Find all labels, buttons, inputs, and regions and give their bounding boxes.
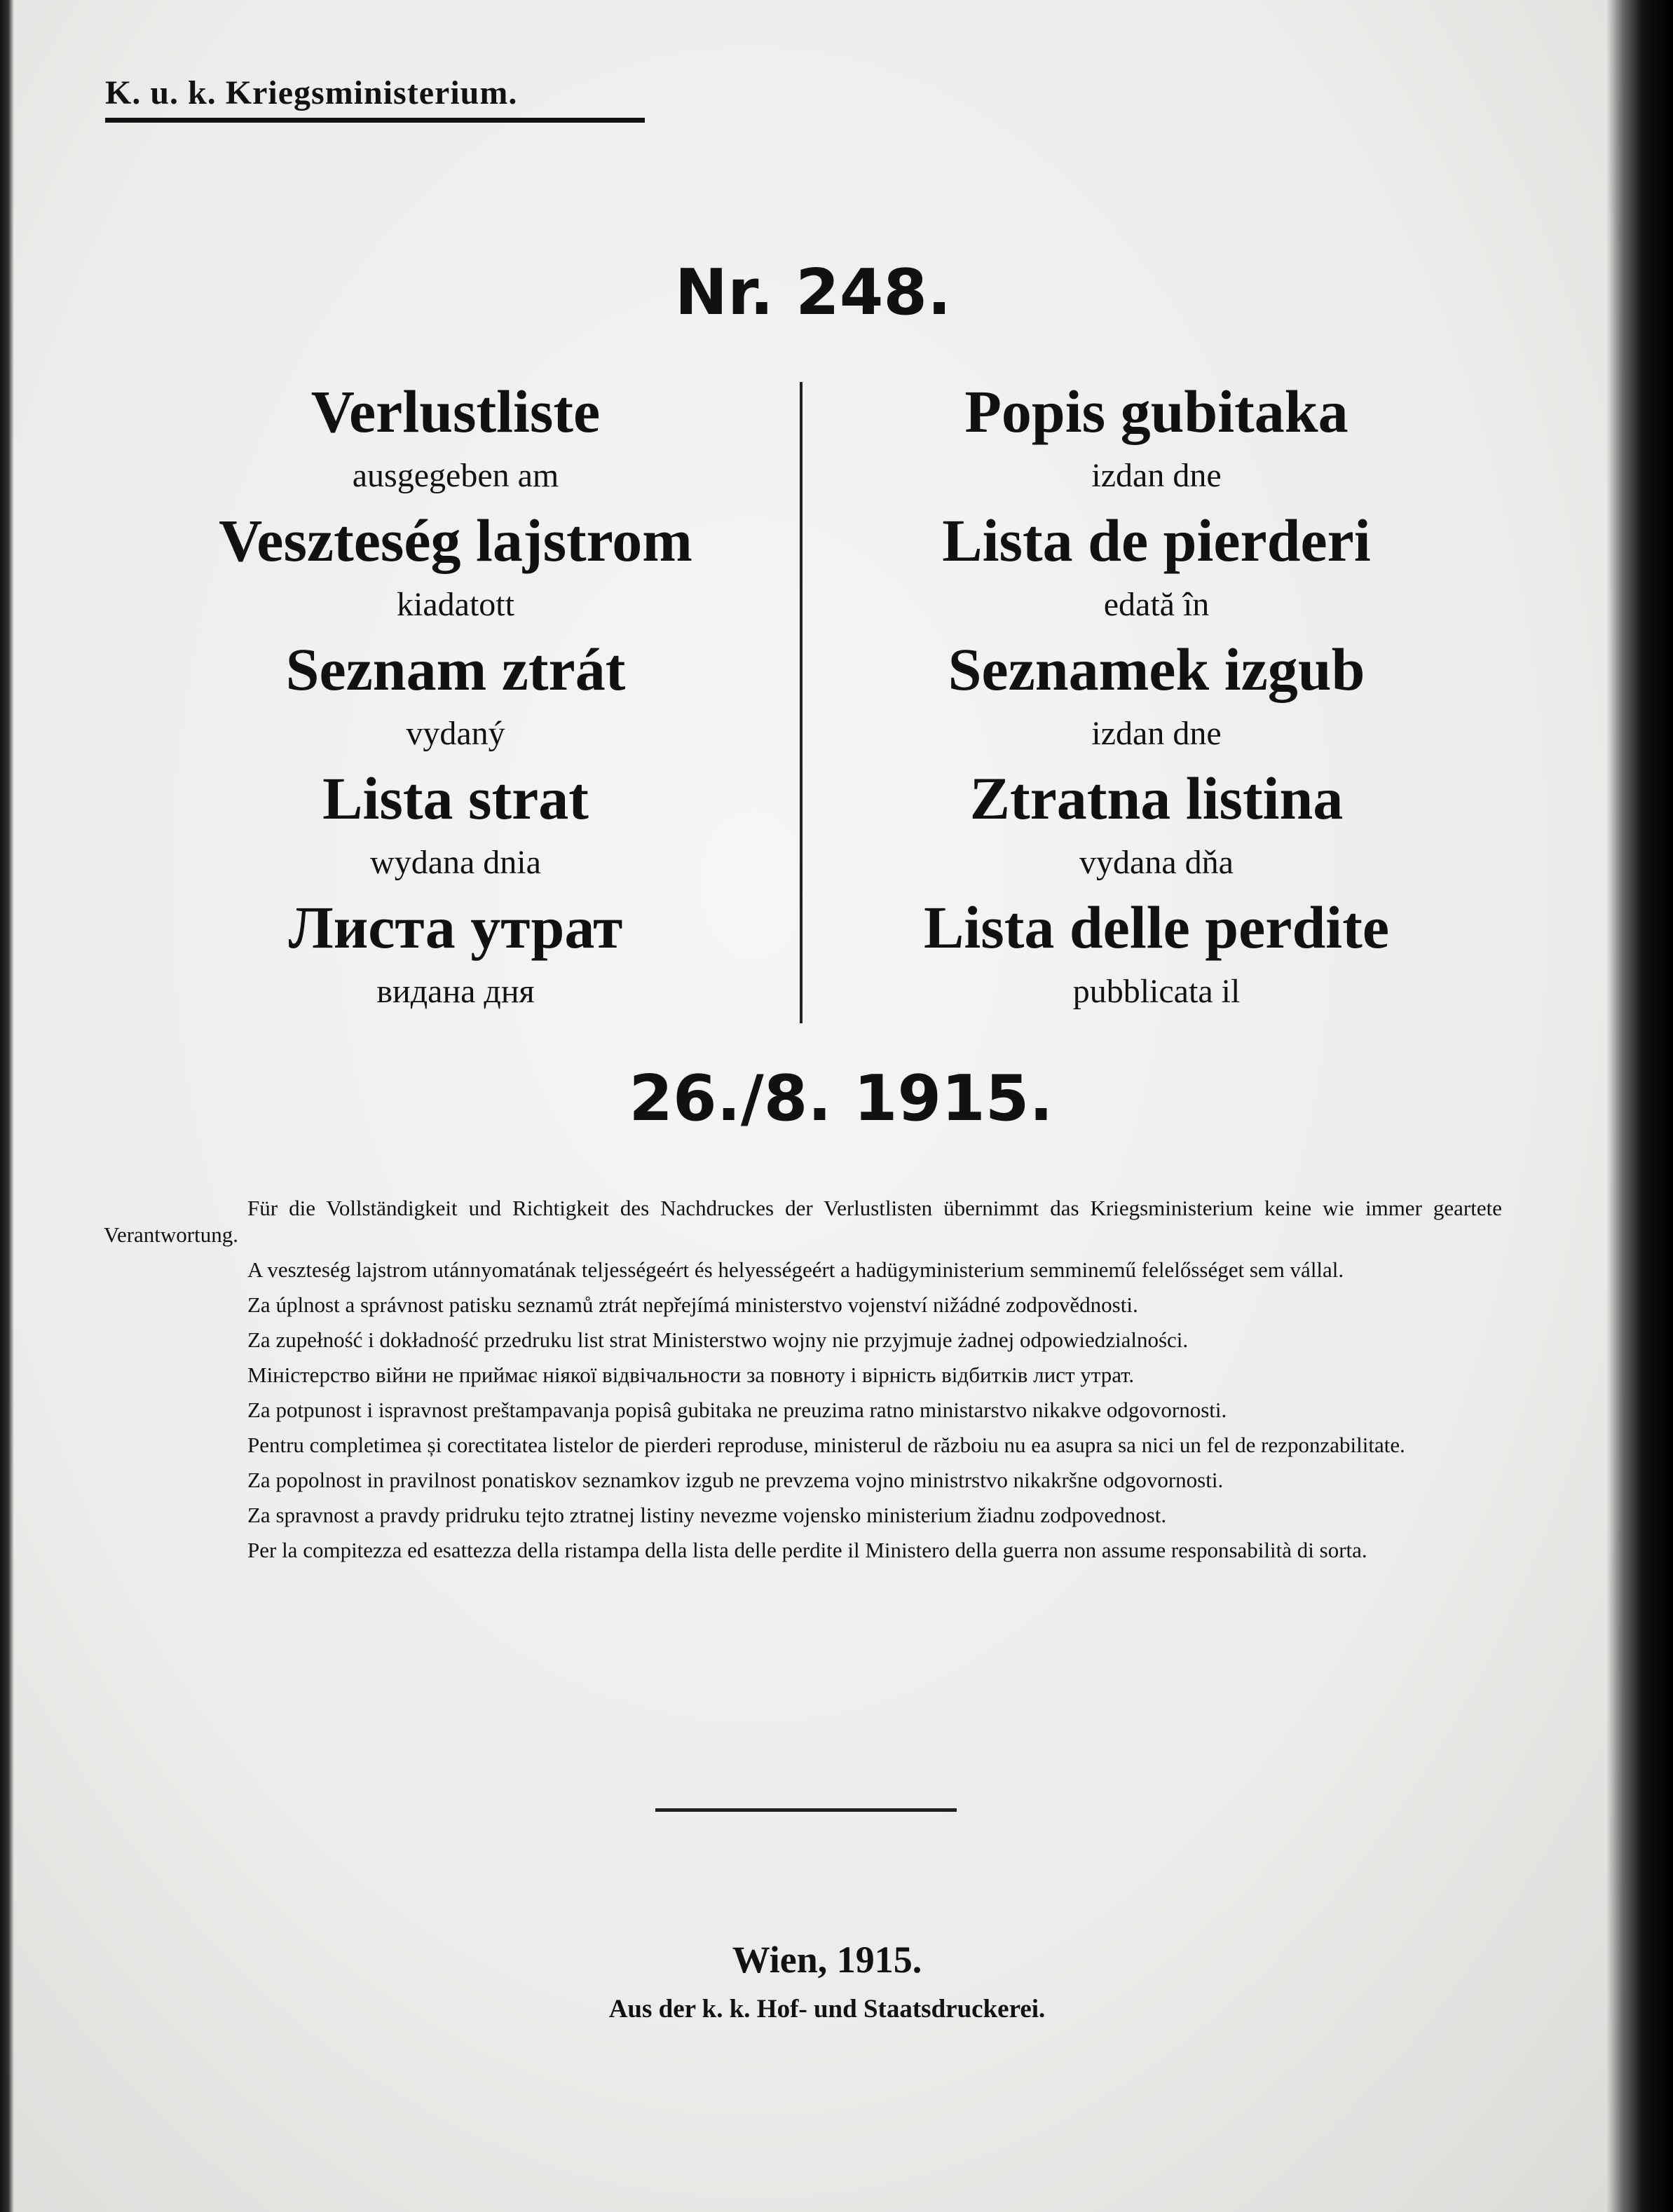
title-polish: Lista strat — [322, 765, 589, 832]
disclaimer-paragraph: Za úplnost a správnost patisku seznamů ztrát nepřejímá ministerstvo vojenství nižádné zodpovědnosti. — [247, 1292, 1138, 1317]
subtitle-german: ausgegeben am — [352, 457, 559, 494]
title-croatian: Popis gubitaka — [964, 378, 1348, 445]
right-language-column — [810, 375, 1503, 1020]
subtitle-czech: vydaný — [406, 715, 505, 752]
title-italian: Lista delle perdite — [923, 894, 1390, 961]
disclaimer-paragraph: Za zupełność i dokładność przedruku list strat Ministerstwo wojny nie przyjmuje żadnej odpowiedzialności. — [247, 1327, 1189, 1352]
disclaimer-paragraph: Za popolnost in pravilnost ponatiskov seznamkov izgub ne prevzema vojno ministrstvo nikakršne odgovornosti. — [247, 1468, 1224, 1492]
subtitle-slovak: vydana dňa — [1079, 844, 1234, 881]
subtitle-hungarian: kiadatott — [397, 586, 514, 623]
title-german: Verlustliste — [310, 378, 601, 445]
subtitle-italian: pubblicata il — [1072, 973, 1241, 1010]
title-ukrainian: Листа утрат — [288, 894, 623, 961]
subtitle-ukrainian: видана дня — [376, 973, 535, 1010]
list-number: Nr. 248. — [674, 256, 952, 329]
disclaimer-paragraph: Za spravnost a pravdy pridruku tejto ztratnej listiny nevezme vojensko ministerium žiadnu zodpovednost. — [247, 1503, 1167, 1527]
scan-edge-left — [0, 0, 14, 2212]
column-divider — [800, 382, 803, 1023]
disclaimer-paragraph: Pentru completimea și corectitatea listelor de pierderi reproduse, ministerul de războiu nu ea asupra sa nici un fel de rezponzabilitate. — [247, 1433, 1405, 1457]
disclaimer-paragraph: Für die Vollständigkeit und Richtigkeit des Nachdruckes der Verlustlisten übernimmt das Kriegsministerium keine wie immer geartete Verantwortung. — [104, 1196, 1502, 1247]
disclaimer-paragraph: Za potpunost i ispravnost preštampavanja popisâ gubitaka ne preuzima ratno ministarstvo nikakve odgovornosti. — [247, 1398, 1227, 1422]
issue-date: 26./8. 1915. — [629, 1062, 1053, 1135]
imprint-printer: Aus der k. k. Hof- und Staatsdruckerei. — [608, 1995, 1046, 2023]
subtitle-croatian: izdan dne — [1091, 457, 1222, 494]
imprint-place: Wien, 1915. — [732, 1939, 922, 1981]
disclaimer-paragraph: A veszteség lajstrom utánnyomatának teljességeért és helyességeért a hadügyministerium semminemű felelősséget sem vállal. — [247, 1257, 1344, 1282]
ministry-header: K. u. k. Kriegsministerium. — [105, 74, 645, 123]
title-hungarian: Veszteség lajstrom — [219, 507, 692, 574]
disclaimer-paragraph: Міністерство війни не приймає ніякої відвічальности за повноту і вірність відбитків лист утрат. — [247, 1363, 1135, 1387]
title-slovak: Ztratna listina — [969, 765, 1344, 832]
scan-edge-right — [1606, 0, 1673, 2212]
disclaimer-paragraph: Per la compitezza ed esattezza della ristampa della lista delle perdite il Ministero della guerra non assume responsabilità di sorta. — [247, 1538, 1367, 1562]
subtitle-polish: wydana dnia — [370, 844, 541, 881]
left-language-column — [109, 375, 803, 1020]
separator-rule — [655, 1808, 957, 1812]
subtitle-romanian: edată în — [1103, 586, 1210, 623]
subtitle-slovene: izdan dne — [1091, 715, 1222, 752]
disclaimer-block — [104, 1195, 1502, 1572]
title-romanian: Lista de pierderi — [942, 507, 1371, 574]
title-czech: Seznam ztrát — [285, 636, 626, 703]
title-slovene: Seznamek izgub — [948, 636, 1365, 703]
